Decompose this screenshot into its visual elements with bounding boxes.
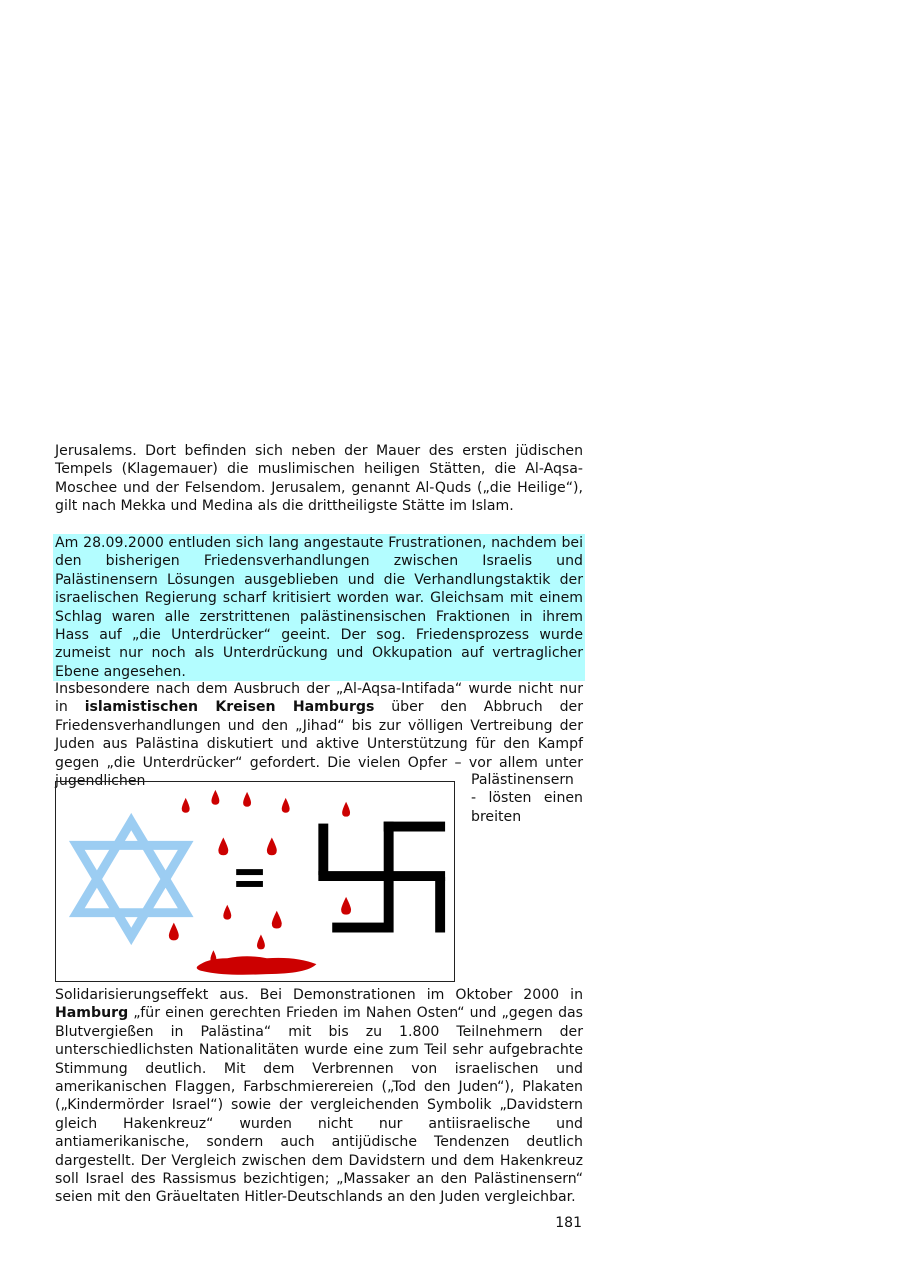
paragraph-highlighted: Am 28.09.2000 entluden sich lang angestaute Frustrationen, nachdem bei den bisherigen Friedensverhandlungen zwischen Israelis und Palästinensern Lösungen ausgeblieben und die Verhandlungstaktik der israelischen Regierung scharf kritisiert worden war. Gleichsam mit einem Schlag waren alle zerstrittenen palästinensischen Fraktionen in ihrem Hass auf „die Unterdrücker“ geeint. Der sog. Friedensprozess wurde zumeist nur noch als Unterdrückung und Okkupation auf vertraglicher Ebene angesehen. <box>55 535 583 680</box>
p4-pre: Palästinensern - lösten einen breiten Solidarisierungseffekt aus. Bei Demonstrationen im Oktober 2000 in <box>55 772 583 1003</box>
p3-post: über den Abbruch der Friedensverhandlungen und den „Jihad“ bis zur völligen Vertreibung der Juden aus Palästina diskutiert und aktive Unterstützung für den Kampf gegen „die Unterdrücker“ gefordert. Die vielen Opfer – vor allem unter jugendlichen <box>55 699 583 790</box>
star-of-david-icon <box>77 822 186 937</box>
p4-post: „für einen gerechten Frieden im Nahen Osten“ und „gegen das Blutvergießen in Palästina“ mit bis zu 1.800 Teilnehmern der unterschiedlichsten Nationalitäten wurde eine zum Teil sehr aufgebrachte Stimmung deutlich. Mit dem Verbrennen von israelischen und amerikanischen Flaggen, Farbschmierereien („Tod den Juden“), Plakaten („Kindermörder Israel“) sowie der vergleichenden Symbolik „Davidstern gleich Hakenkreuz“ wurden nicht nur antiisraelische und antiamerikanische, sondern auch antijüdische Tendenzen deutlich dargestellt. Der Vergleich zwischen dem Davidstern und dem Hakenkreuz soll Israel des Rassismus bezichtigen; „Massaker an den Palästinensern“ seien mit den Gräueltaten Hitler-Deutschlands an den Juden vergleichbar. <box>55 1005 583 1206</box>
paragraph-jerusalem: Jerusalems. Dort befinden sich neben der Mauer des ersten jüdischen Tempels (Klagemauer) die muslimischen heiligen Stätten, die Al-Aqsa-Moschee und der Felsendom. Jerusalem, genannt Al-Quds („die Heilige“), gilt nach Mekka und Medina als die drittheiligste Stätte im Islam. <box>55 443 583 515</box>
page-number: 181 <box>555 1215 582 1231</box>
p4-bold: Hamburg <box>55 1005 129 1022</box>
p3-bold: islamistischen Kreisen Hamburgs <box>84 699 375 716</box>
propaganda-image <box>55 781 455 982</box>
star-equals-swastika-image <box>56 782 454 981</box>
cross-symbol-icon <box>318 822 445 933</box>
p3-pre: Insbesondere nach dem Ausbruch der „Al-Aqsa-Intifada“ wurde nicht nur in <box>55 681 583 716</box>
paragraph-demonstrations <box>55 771 583 1207</box>
equals-icon <box>236 869 263 875</box>
